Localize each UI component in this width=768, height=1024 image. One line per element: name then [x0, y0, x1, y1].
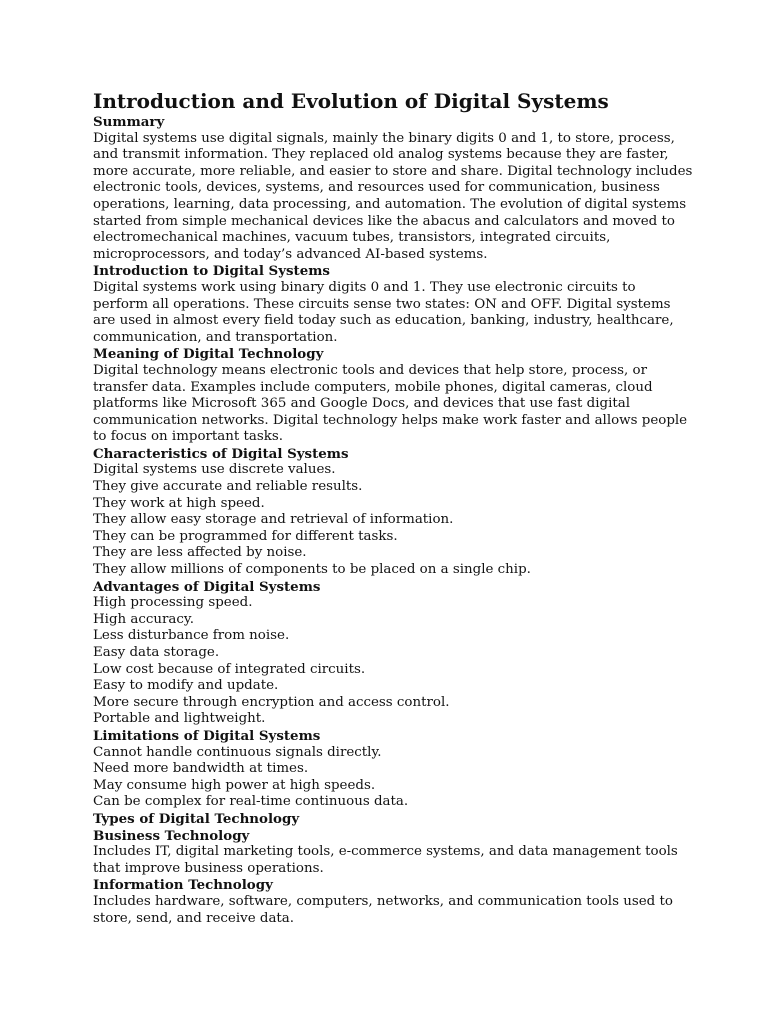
list-item: Need more bandwidth at times.	[93, 761, 309, 777]
list-item: Portable and lightweight.	[93, 711, 266, 727]
section-heading: Introduction to Digital Systems	[93, 263, 330, 280]
section-characteristics	[93, 446, 693, 579]
section-heading: Meaning of Digital Technology	[93, 346, 324, 363]
list-item: They allow millions of components to be placed on a single chip.	[93, 562, 531, 578]
list-item: Low cost because of integrated circuits.	[93, 661, 366, 677]
section-summary	[93, 114, 693, 263]
section-heading: Summary	[93, 114, 165, 130]
section-paragraph: Digital technology means electronic tools and devices that help store, process, or transfer data. Examples include computers, mobile phones, digital cameras, cloud platforms like Microsoft 365 and Google Docs, and devices that use fast digital communication networks. Digital technology helps make work faster and allows people to focus on important tasks.	[93, 362, 688, 445]
section-heading: Advantages of Digital Systems	[93, 578, 321, 595]
list-item: More secure through encryption and access control.	[93, 694, 450, 710]
section-introduction	[93, 263, 693, 346]
list-item: Less disturbance from noise.	[93, 628, 290, 644]
section-meaning	[93, 346, 693, 446]
list-item: They give accurate and reliable results.	[93, 479, 363, 495]
section-paragraph: Includes hardware, software, computers, networks, and communication tools used to store, send, and receive data.	[93, 893, 673, 926]
section-information-technology	[93, 877, 693, 927]
list-item: May consume high power at high speeds.	[93, 777, 376, 793]
section-types	[93, 811, 693, 828]
section-limitations	[93, 728, 693, 811]
list-item: Easy data storage.	[93, 645, 220, 660]
section-paragraph: Digital systems work using binary digits 0 and 1. They use electronic circuits to perform all operations. These circuits sense two states: ON and OFF. Digital systems are used in almost every field today such as education, banking, industry, healthcare, communication, and transportation.	[93, 279, 674, 345]
list-item: Can be complex for real-time continuous data.	[93, 794, 409, 810]
section-heading: Business Technology	[93, 827, 250, 844]
section-heading: Limitations of Digital Systems	[93, 727, 321, 744]
list-item: They are less affected by noise.	[93, 545, 307, 561]
document-page	[93, 88, 693, 927]
section-heading: Information Technology	[93, 877, 273, 894]
section-paragraph: Includes IT, digital marketing tools, e-commerce systems, and data management tools that improve business operations.	[93, 844, 678, 876]
list-item: Easy to modify and update.	[93, 678, 279, 694]
section-heading: Characteristics of Digital Systems	[93, 445, 349, 462]
document-title: Introduction and Evolution of Digital Systems	[93, 89, 609, 113]
section-advantages	[93, 579, 693, 728]
list-item: High accuracy.	[93, 611, 194, 627]
list-item: Digital systems use discrete values.	[93, 462, 336, 478]
section-heading: Types of Digital Technology	[93, 810, 300, 827]
list-item: They work at high speed.	[93, 495, 265, 511]
list-item: They can be programmed for different tasks.	[93, 528, 398, 544]
section-paragraph: Digital systems use digital signals, mainly the binary digits 0 and 1, to store, process, and transmit information. They replaced old analog systems because they are faster, more accurate, more reliable, and easier to store and share. Digital technology includes electronic tools, devices, systems, and resources used for communication, business operations, learning, data processing, and automation. The evolution of digital systems started from simple mechanical devices like the abacus and calculators and moved to electromechanical machines, vacuum tubes, transistors, integrated circuits, microprocessors, and today’s advanced AI-based systems.	[93, 130, 693, 262]
list-item: Cannot handle continuous signals directly.	[93, 744, 382, 760]
list-item: They allow easy storage and retrieval of information.	[93, 512, 454, 528]
section-business-technology	[93, 828, 693, 878]
list-item: High processing speed.	[93, 595, 253, 611]
